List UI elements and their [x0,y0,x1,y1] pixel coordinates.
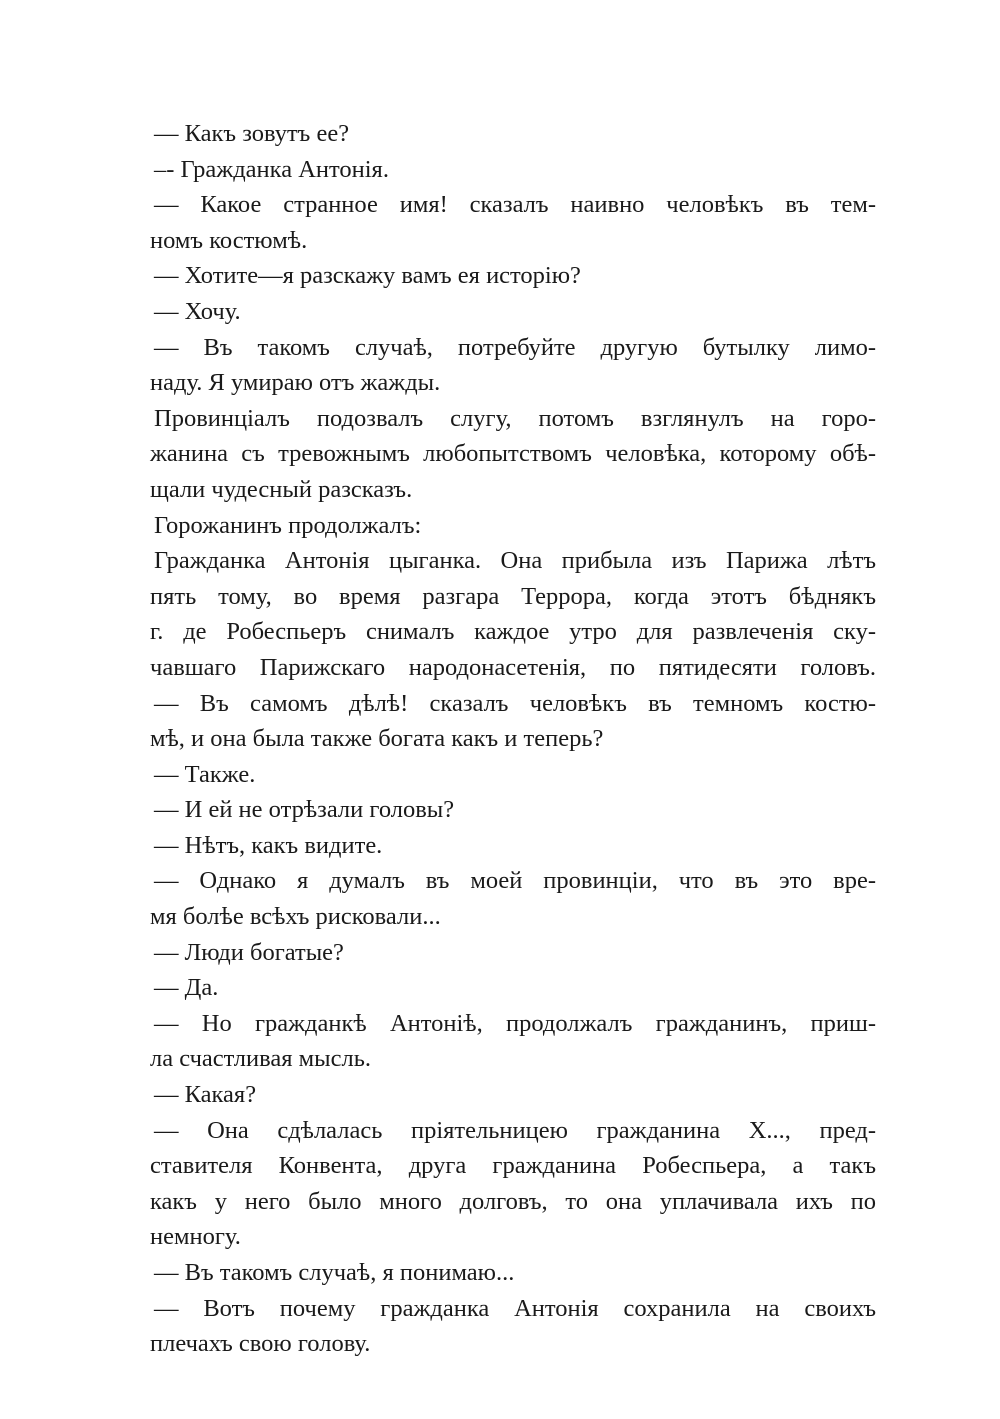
text-line: пять тому, во время разгара Террора, когда этотъ бѣднякъ [150,582,876,610]
text-line: какъ у него было много долговъ, то она уплачивала ихъ по [150,1187,876,1215]
text-line: — Въ такомъ случаѣ, потребуйте другую бутылку лимо- [154,333,876,361]
text-line: — Да. [154,974,219,1002]
text-line: — Нѣтъ, какъ видите. [154,831,383,859]
text-line: — Также. [154,760,256,788]
text-line: ла счастливая мысль. [150,1045,371,1073]
text-line: жанина съ тревожнымъ любопытствомъ человѣка, которому обѣ- [150,440,876,468]
text-line: номъ костюмѣ. [150,226,308,254]
text-line: — Однако я думалъ въ моей провинціи, что въ это вре- [154,867,876,895]
text-line: мѣ, и она была также богата какъ и теперь? [150,725,604,753]
text-line: — Она сдѣлалась пріятельницею гражданина Х..., пред- [154,1116,876,1144]
text-line: — Хочу. [154,297,241,325]
text-line: Горожанинъ продолжалъ: [154,511,422,539]
text-line: — Какая? [154,1081,257,1109]
text-line: — Въ такомъ случаѣ, я понимаю... [154,1259,515,1286]
text-line: — Какое странное имя! сказалъ наивно человѣкъ въ тем- [154,191,876,219]
page-text [150,116,876,1362]
text-line: — И ей не отрѣзали головы? [154,796,455,824]
text-line: — Но гражданкѣ Антоніѣ, продолжалъ гражданинъ, приш- [154,1009,876,1037]
text-line: — Какъ зовутъ ее? [154,120,350,147]
text-line: Гражданка Антонія цыганка. Она прибыла изъ Парижа лѣтъ [154,547,876,575]
text-line: плечахъ свою голову. [150,1330,371,1358]
text-line: мя болѣе всѣхъ рисковали... [150,903,441,931]
text-line: наду. Я умираю отъ жажды. [150,369,441,397]
text-line: немногу. [150,1223,241,1251]
text-line: — Въ самомъ дѣлѣ! сказалъ человѣкъ въ темномъ костю- [154,689,876,717]
text-line: –- Гражданка Антонія. [154,155,389,183]
text-line: чавшаго Парижскаго народонасетенія, по пятидесяти головъ. [150,653,876,681]
text-line: г. де Робеспьеръ снималъ каждое утро для развлеченія ску- [150,618,876,646]
text-line: — Вотъ почему гражданка Антонія сохранила на своихъ [154,1294,876,1322]
text-line: — Хотите—я разскажу вамъ ея исторію? [154,262,581,290]
text-line: Провинціалъ подозвалъ слугу, потомъ взглянулъ на горо- [154,404,876,432]
text-line: — Люди богатые? [154,938,344,966]
text-line: щали чудесный разсказъ. [150,475,413,503]
text-line: ставителя Конвента, друга гражданина Робеспьера, а такъ [150,1152,876,1180]
